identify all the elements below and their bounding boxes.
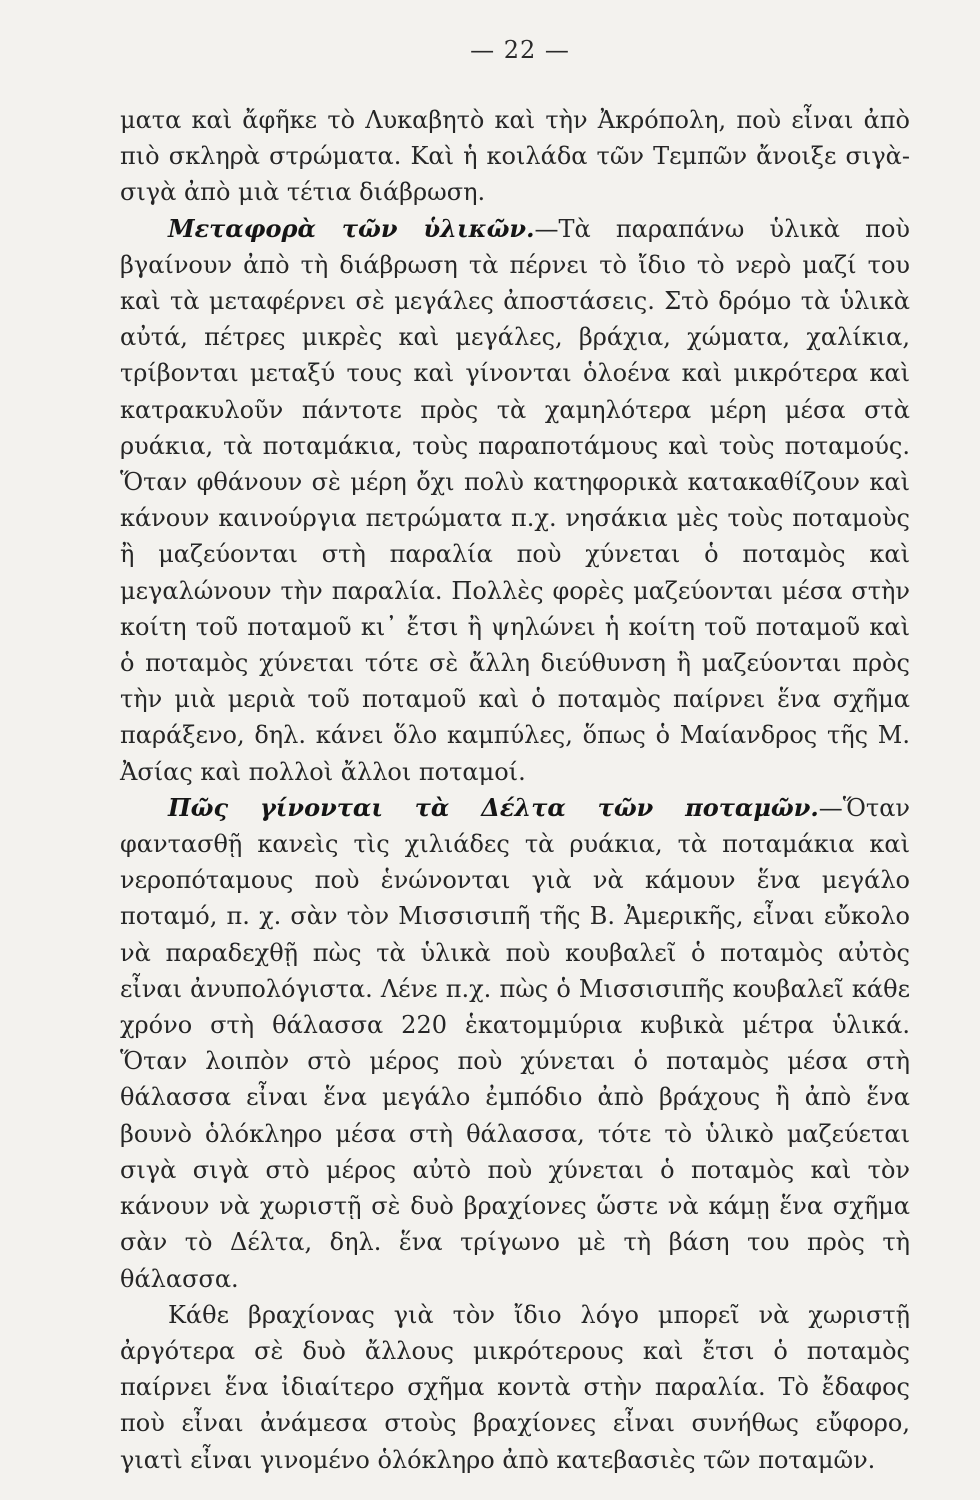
paragraph-material-transport [120,211,910,790]
paragraph-river-deltas [120,790,910,1297]
paragraph-continuation [120,102,910,211]
paragraph-text: Κάθε βραχίονας γιὰ τὸν ἴδιο λόγο μπορεῖ νὰ χωριστῇ ἀργότερα σὲ δυὸ ἄλλους μικρότερους καὶ ἔτσι ὁ ποταμὸς παίρνει ἕνα ἰδιαίτερο σχῆμα κοντὰ στὴν παραλία. Τὸ ἔδαφος ποὺ εἶναι ἀνάμεσα στοὺς βραχίονες εἶναι συνήθως εὔφορο, γιατὶ εἶναι γινομένο ὁλόκληρο ἀπὸ κατεβασιὲς τῶν ποταμῶν. [120,1300,910,1474]
section-heading-river-deltas: Πῶς γίνονται τὰ Δέλτα τῶν ποταμῶν. [168,792,819,822]
section-heading-material-transport: Μεταφορὰ τῶν ὑλικῶν. [168,213,535,243]
page-number: — 22 — [470,36,570,64]
paragraph-branches [120,1297,910,1478]
paragraph-text: ματα καὶ ἄφῆκε τὸ Λυκαβητὸ καὶ τὴν Ἀκρόπολη, ποὺ εἶναι ἀπὸ πιὸ σκληρὰ στρώματα. Καὶ ἡ κοιλάδα τῶν Τεμπῶν ἄνοιξε σιγὰ-σιγὰ ἀπὸ μιὰ τέτια διάβρωση. [120,106,910,207]
page-body [120,102,910,1478]
paragraph-text: —Τὰ παραπάνω ὑλικὰ ποὺ βγαίνουν ἀπὸ τὴ διάβρωση τὰ πέρνει τὸ ἴδιο τὸ νερὸ μαζί του καὶ τὰ μεταφέρνει σὲ μεγάλες ἀποστάσεις. Στὸ δρόμο τὰ ὑλικὰ αὐτά, πέτρες μικρὲς καὶ μεγάλες, βράχια, χώματα, χαλίκια, τρίβονται μεταξύ τους καὶ γίνονται ὁλοένα καὶ μικρότερα καὶ κατρακυλοῦν πάντοτε πρὸς τὰ χαμηλότερα μέρη μέσα στὰ ρυάκια, τὰ ποταμάκια, τοὺς παραποτάμους καὶ τοὺς ποταμούς. Ὅταν φθάνουν σὲ μέρη ὄχι πολὺ κατηφορικὰ κατακαθίζουν καὶ κάνουν καινούργια πετρώματα π.χ. νησάκια μὲς τοὺς ποταμοὺς ἢ μαζεύονται στὴ παραλία ποὺ χύνεται ὁ ποταμὸς καὶ μεγαλώνουν τὴν παραλία. Πολλὲς φορὲς μαζεύονται μέσα στὴν κοίτη τοῦ ποταμοῦ κι᾿ ἔτσι ἢ ψηλώνει ἡ κοίτη τοῦ ποταμοῦ καὶ ὁ ποταμὸς χύνεται τότε σὲ ἄλλη διεύθυνση ἢ μαζεύονται πρὸς τὴν μιὰ μεριὰ τοῦ ποταμοῦ καὶ ὁ ποταμὸς παίρνει ἕνα σχῆμα παράξενο, δηλ. κάνει ὅλο καμπύλες, ὅπως ὁ Μαίανδρος τῆς Μ. Ἀσίας καὶ πολλοὶ ἄλλοι ποταμοί. [120,214,910,786]
paragraph-text: —Ὅταν φαντασθῇ κανεὶς τὶς χιλιάδες τὰ ρυάκια, τὰ ποταμάκια καὶ νεροπόταμους ποὺ ἑνώνονται γιὰ νὰ κάμουν ἕνα μεγάλο ποταμό, π. χ. σὰν τὸν Μισσισιπῆ τῆς Β. Ἀμερικῆς, εἶναι εὔκολο νὰ παραδεχθῇ πὼς τὰ ὑλικὰ ποὺ κουβαλεῖ ὁ ποταμὸς αὐτὸς εἶναι ἀνυπολόγιστα. Λένε π.χ. πὼς ὁ Μισσισιπῆς κουβαλεῖ κάθε χρόνο στὴ θάλασσα 220 ἑκατομμύρια κυβικὰ μέτρα ὑλικά. Ὅταν λοιπὸν στὸ μέρος ποὺ χύνεται ὁ ποταμὸς μέσα στὴ θάλασσα εἶναι ἕνα μεγάλο ἐμπόδιο ἀπὸ βράχους ἢ ἀπὸ ἕνα βουνὸ ὁλόκληρο μέσα στὴ θάλασσα, τότε τὸ ὑλικὸ μαζεύεται σιγὰ σιγὰ στὸ μέρος αὐτὸ ποὺ χύνεται ὁ ποταμὸς καὶ τὸν κάνουν νὰ χωριστῇ σὲ δυὸ βραχίονες ὥστε νὰ κάμῃ ἕνα σχῆμα σὰν τὸ Δέλτα, δηλ. ἕνα τρίγωνο μὲ τὴ βάση του πρὸς τὴ θάλασσα. [120,793,910,1293]
